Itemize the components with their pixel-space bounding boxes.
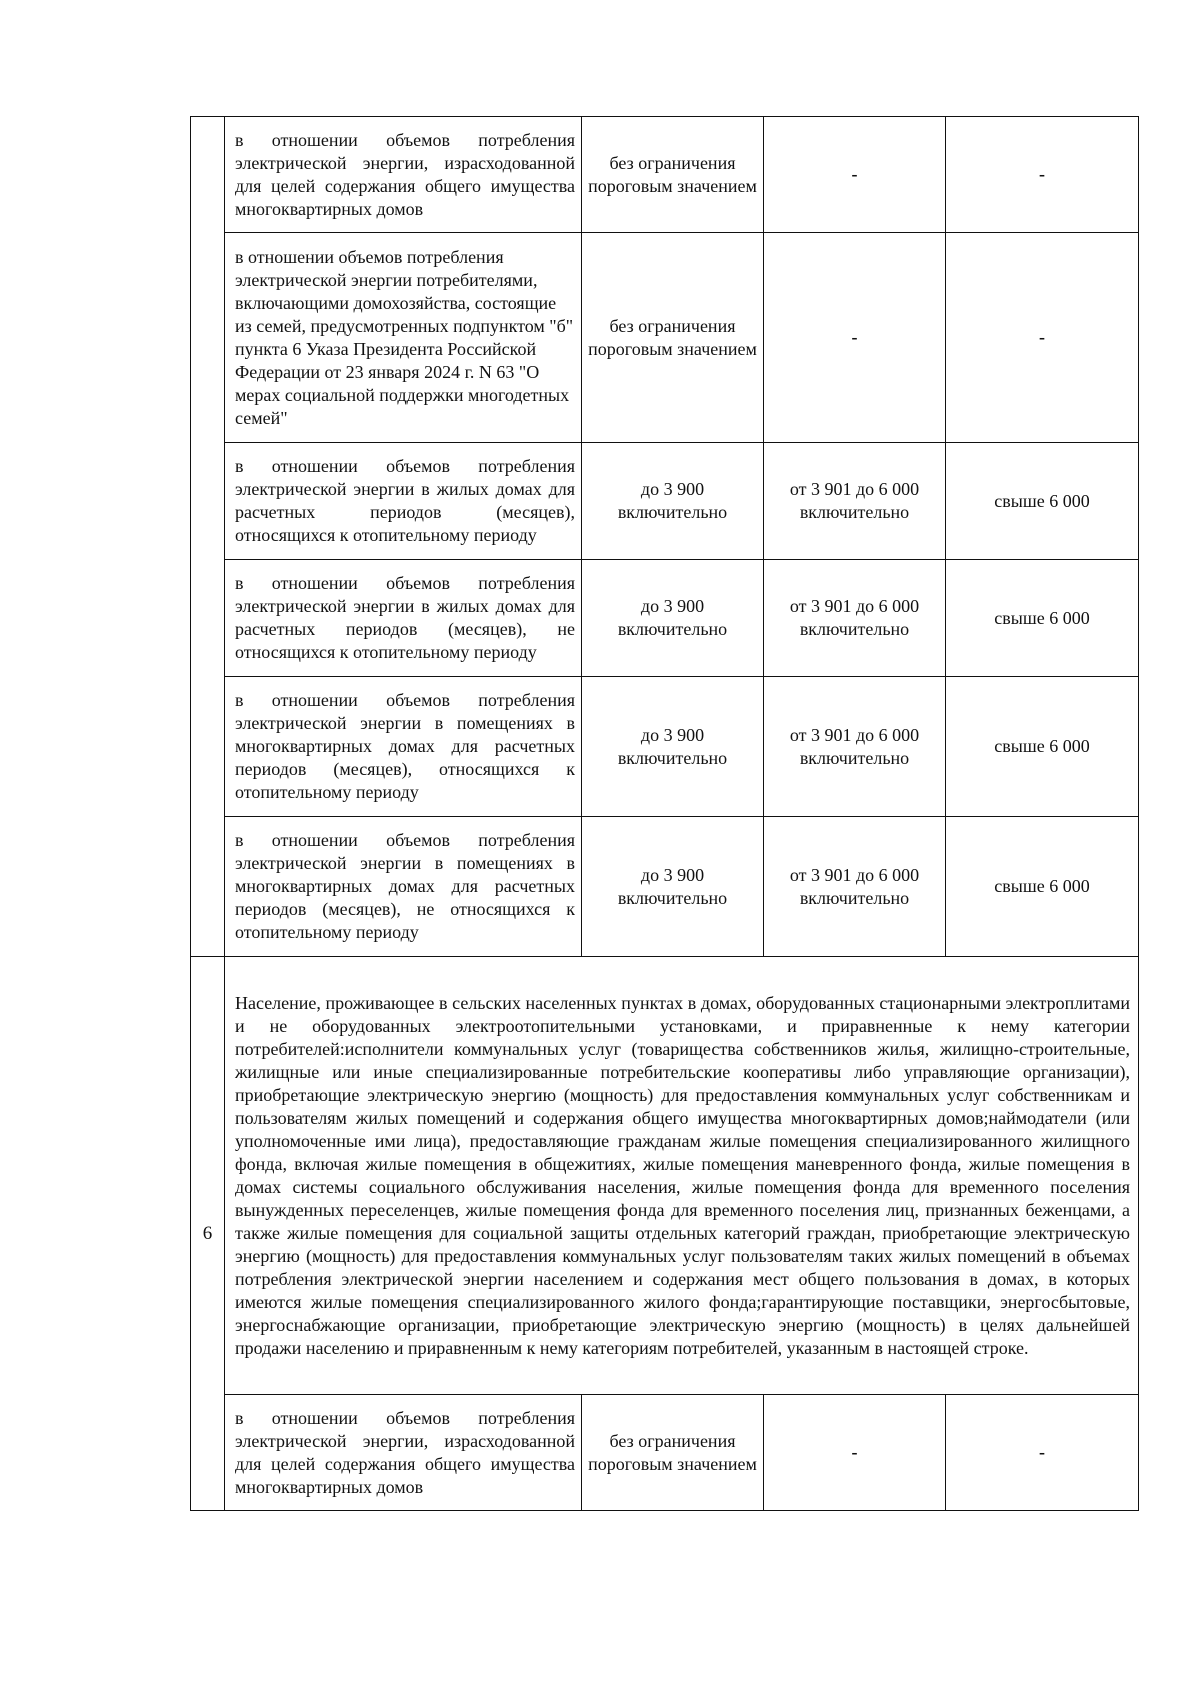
threshold-mid: от 3 901 до 6 000 включительно — [764, 443, 946, 560]
table-row — [191, 443, 1139, 560]
threshold-high: свыше 6 000 — [946, 560, 1139, 677]
threshold-mid: - — [764, 117, 946, 233]
table-row-category — [191, 957, 1139, 1395]
threshold-high: - — [946, 117, 1139, 233]
table-row — [191, 233, 1139, 443]
threshold-mid: от 3 901 до 6 000 включительно — [764, 677, 946, 817]
threshold-mid: - — [764, 233, 946, 443]
row-description: в отношении объемов потребления электрической энергии потребителями, включающими домохозяйства, состоящие из семей, предусмотренных подпунктом "б" пункта 6 Указа Президента Российской Федерации от 23 января 2024 г. N 63 "О мерах социальной поддержки многодетных семей" — [225, 233, 582, 443]
threshold-low: до 3 900 включительно — [582, 560, 764, 677]
table-row — [191, 677, 1139, 817]
tariff-table — [190, 116, 1139, 1511]
threshold-low: до 3 900 включительно — [582, 817, 764, 957]
table-row — [191, 1395, 1139, 1511]
table-row — [191, 560, 1139, 677]
row-description: в отношении объемов потребления электрической энергии, израсходованной для целей содержания общего имущества многоквартирных домов — [225, 1395, 582, 1511]
threshold-mid: - — [764, 1395, 946, 1511]
threshold-mid: от 3 901 до 6 000 включительно — [764, 817, 946, 957]
threshold-high: - — [946, 1395, 1139, 1511]
row-description: в отношении объемов потребления электрической энергии в помещениях в многоквартирных домах для расчетных периодов (месяцев), относящихся к отопительному периоду — [225, 677, 582, 817]
row-number: 6 — [191, 957, 225, 1511]
threshold-high: свыше 6 000 — [946, 443, 1139, 560]
threshold-low: до 3 900 включительно — [582, 443, 764, 560]
threshold-low: без ограничения пороговым значением — [582, 1395, 764, 1511]
row-number-cell-empty — [191, 117, 225, 957]
row-description: в отношении объемов потребления электрической энергии, израсходованной для целей содержания общего имущества многоквартирных домов — [225, 117, 582, 233]
threshold-low: без ограничения пороговым значением — [582, 233, 764, 443]
threshold-low: до 3 900 включительно — [582, 677, 764, 817]
category-description: Население, проживающее в сельских населенных пунктах в домах, оборудованных стационарными электроплитами и не оборудованных электроотопительными установками, и приравненные к нему категории потребителей:исполнители коммунальных услуг (товарищества собственников жилья, жилищно-строительные, жилищные или иные специализированные потребительские кооперативы либо управляющие организации), приобретающие электрическую энергию (мощность) для предоставления коммунальных услуг собственникам и пользователям жилых помещений и содержания общего имущества многоквартирных домов;наймодатели (или уполномоченные ими лица), предоставляющие гражданам жилые помещения специализированного жилищного фонда, включая жилые помещения в общежитиях, жилые помещения маневренного фонда, жилые помещения в домах системы социального обслуживания населения, жилые помещения фонда для временного поселения вынужденных переселенцев, жилые помещения фонда для временного поселения лиц, признанных беженцами, а также жилые помещения для социальной защиты отдельных категорий граждан, приобретающие электрическую энергию (мощность) для предоставления коммунальных услуг пользователям таких жилых помещений в объемах потребления электрической энергии населением и содержания мест общего пользования в домах, в которых имеются жилые помещения специализированного жилого фонда;гарантирующие поставщики, энергосбытовые, энергоснабжающие организации, приобретающие электрическую энергию (мощность) в целях дальнейшей продажи населению и приравненным к нему категориям потребителей, указанным в настоящей строке. — [225, 957, 1139, 1395]
threshold-high: свыше 6 000 — [946, 817, 1139, 957]
threshold-low: без ограничения пороговым значением — [582, 117, 764, 233]
row-description: в отношении объемов потребления электрической энергии в помещениях в многоквартирных домах для расчетных периодов (месяцев), не относящихся к отопительному периоду — [225, 817, 582, 957]
threshold-high: свыше 6 000 — [946, 677, 1139, 817]
table-row — [191, 817, 1139, 957]
threshold-mid: от 3 901 до 6 000 включительно — [764, 560, 946, 677]
row-description: в отношении объемов потребления электрической энергии в жилых домах для расчетных периодов (месяцев), относящихся к отопительному периоду — [225, 443, 582, 560]
row-description: в отношении объемов потребления электрической энергии в жилых домах для расчетных периодов (месяцев), не относящихся к отопительному периоду — [225, 560, 582, 677]
threshold-high: - — [946, 233, 1139, 443]
table-row — [191, 117, 1139, 233]
scan-margin-dot — [180, 1240, 181, 1241]
